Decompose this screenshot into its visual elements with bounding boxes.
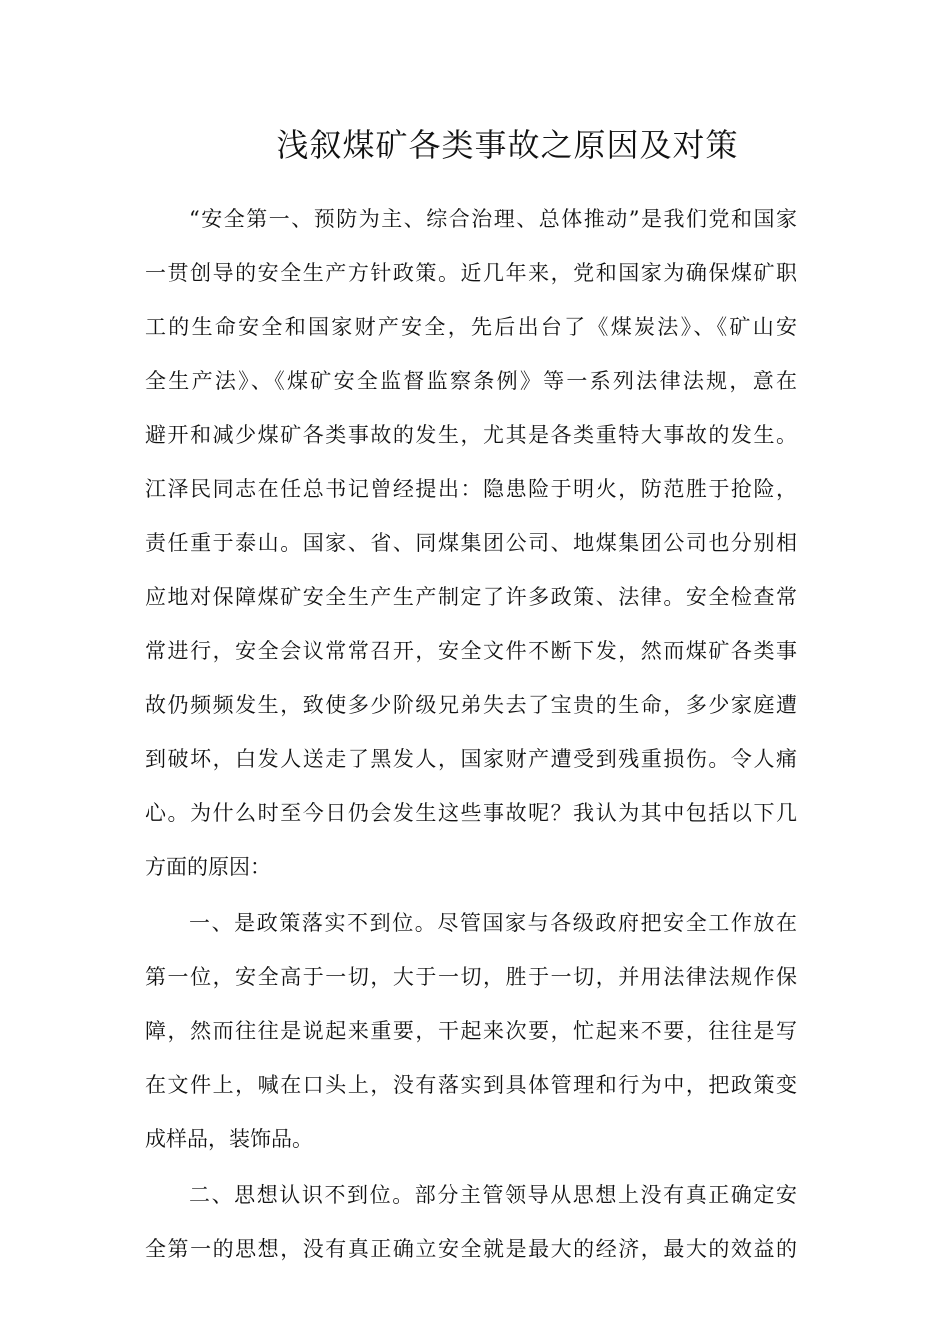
paragraph-line: 江泽民同志在任总书记曾经提出：隐患险于明火，防范胜于抢险， <box>145 477 797 501</box>
paragraph-line: 责任重于泰山。国家、省、同煤集团公司、地煤集团公司也分别相 <box>145 531 797 555</box>
paragraph-line: 一、是政策落实不到位。尽管国家与各级政府把安全工作放在 <box>189 911 797 935</box>
paragraph-line: 一贯创导的安全生产方针政策。近几年来，党和国家为确保煤矿职 <box>145 261 797 285</box>
paragraph-line: 应地对保障煤矿安全生产生产制定了许多政策、法律。安全检查常 <box>145 585 797 609</box>
paragraph-reason-two <box>145 1168 797 1276</box>
paragraph-line: 到破坏，白发人送走了黑发人，国家财产遭受到残重损伤。令人痛 <box>145 747 797 771</box>
paragraph-line: 成样品，装饰品。 <box>145 1127 313 1151</box>
paragraph-line: 故仍频频发生，致使多少阶级兄弟失去了宝贵的生命，多少家庭遭 <box>145 693 797 717</box>
paragraph-line: 二、思想认识不到位。部分主管领导从思想上没有真正确定安 <box>189 1183 797 1207</box>
paragraph-line: 常进行，安全会议常常召开，安全文件不断下发，然而煤矿各类事 <box>145 639 797 663</box>
paragraph-line: 全第一的思想，没有真正确立安全就是最大的经济，最大的效益的 <box>145 1237 797 1261</box>
paragraph-line: 全生产法》、《煤矿安全监督监察条例》等一系列法律法规，意在 <box>145 369 797 393</box>
paragraph-intro <box>145 192 797 894</box>
paragraph-line: 第一位，安全高于一切，大于一切，胜于一切，并用法律法规作保 <box>145 965 797 989</box>
paragraph-line: 在文件上，喊在口头上，没有落实到具体管理和行为中，把政策变 <box>145 1073 797 1097</box>
document-title: 浅叙煤矿各类事故之原因及对策 <box>276 126 739 164</box>
document-body <box>145 192 797 1276</box>
paragraph-line: “安全第一、预防为主、综合治理、总体推动”是我们党和国家 <box>189 207 797 231</box>
paragraph-line: 障，然而往往是说起来重要，干起来次要，忙起来不要，往往是写 <box>145 1019 797 1043</box>
paragraph-line: 避开和减少煤矿各类事故的发生，尤其是各类重特大事故的发生。 <box>145 423 797 447</box>
paragraph-line: 心。为什么时至今日仍会发生这些事故呢？我认为其中包括以下几 <box>145 801 797 825</box>
paragraph-line: 工的生命安全和国家财产安全，先后出台了《煤炭法》、《矿山安 <box>145 315 797 339</box>
paragraph-reason-one <box>145 896 797 1166</box>
paragraph-line: 方面的原因： <box>145 855 271 879</box>
